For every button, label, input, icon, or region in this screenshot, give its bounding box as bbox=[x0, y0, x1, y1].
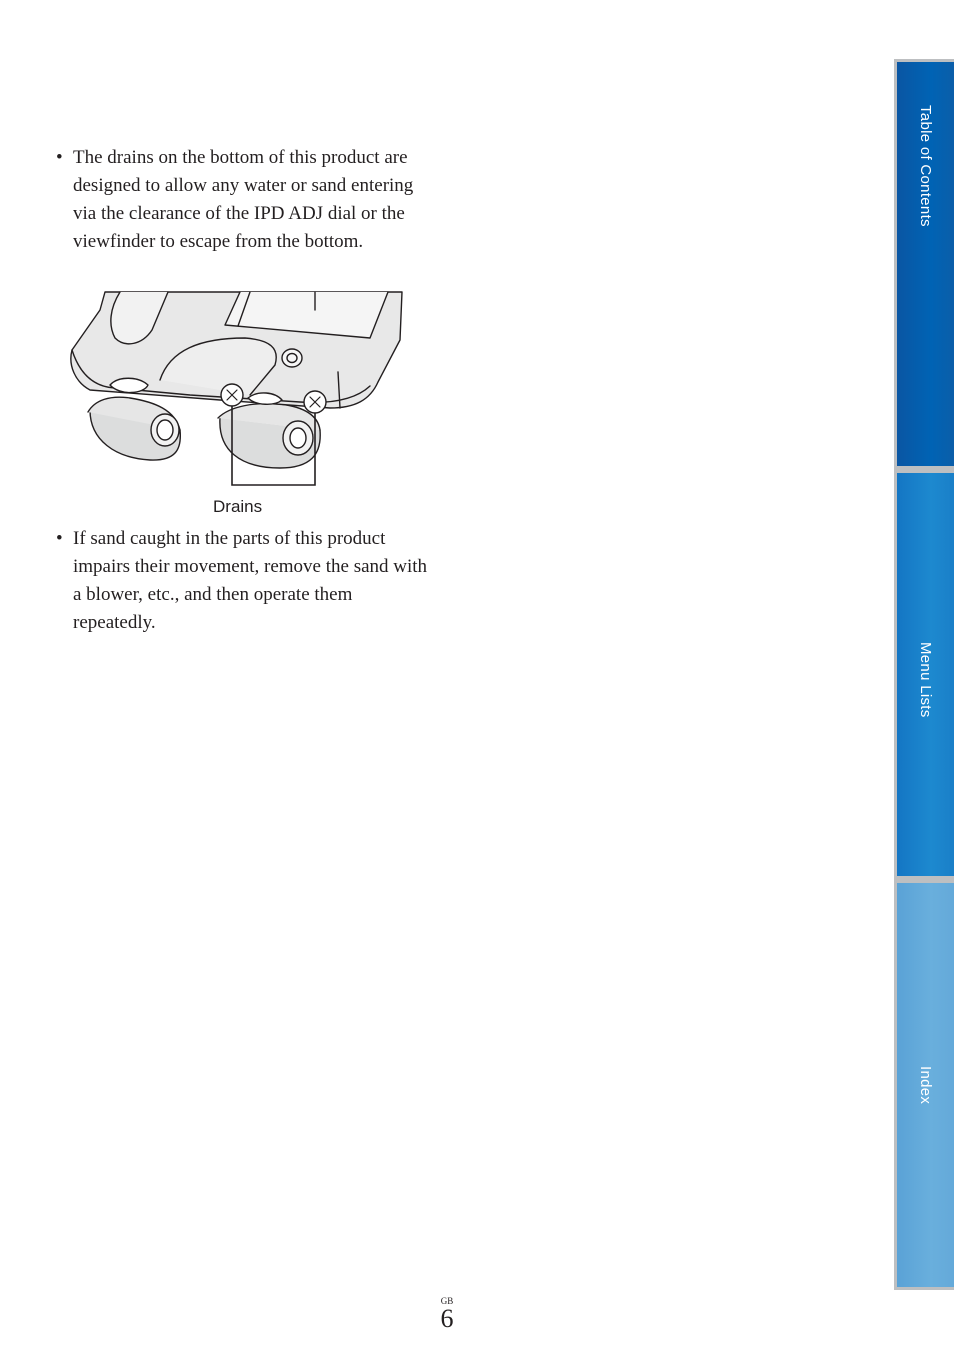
tab-index[interactable] bbox=[897, 883, 954, 1287]
tab-table-of-contents-label: Table of Contents bbox=[917, 105, 934, 227]
page-number bbox=[434, 1296, 460, 1332]
bullet-drains: • The drains on the bottom of this product are designed to allow any water or sand entering via the clearance of the IPD ADJ dial or the viewfinder to escape from the bottom. bbox=[56, 144, 428, 256]
side-navigation-tabs bbox=[894, 59, 954, 1290]
tab-menu-lists[interactable] bbox=[897, 473, 954, 876]
page-number-value: 6 bbox=[440, 1304, 454, 1333]
bullet-sand: • If sand caught in the parts of this product impairs their movement, remove the sand with a blower, etc., and then operate them repeatedly. bbox=[56, 525, 428, 637]
bullet-list-2 bbox=[56, 525, 428, 637]
drains-illustration bbox=[70, 290, 404, 520]
drains-callout-label: Drains bbox=[213, 497, 263, 516]
tab-menu-lists-label: Menu Lists bbox=[917, 641, 934, 718]
page-region-code: GB bbox=[440, 1296, 454, 1306]
bullet-list bbox=[56, 144, 428, 256]
tab-index-label: Index bbox=[917, 1065, 934, 1105]
binocular-bottom-drawing bbox=[70, 290, 404, 520]
tab-table-of-contents[interactable] bbox=[897, 62, 954, 466]
